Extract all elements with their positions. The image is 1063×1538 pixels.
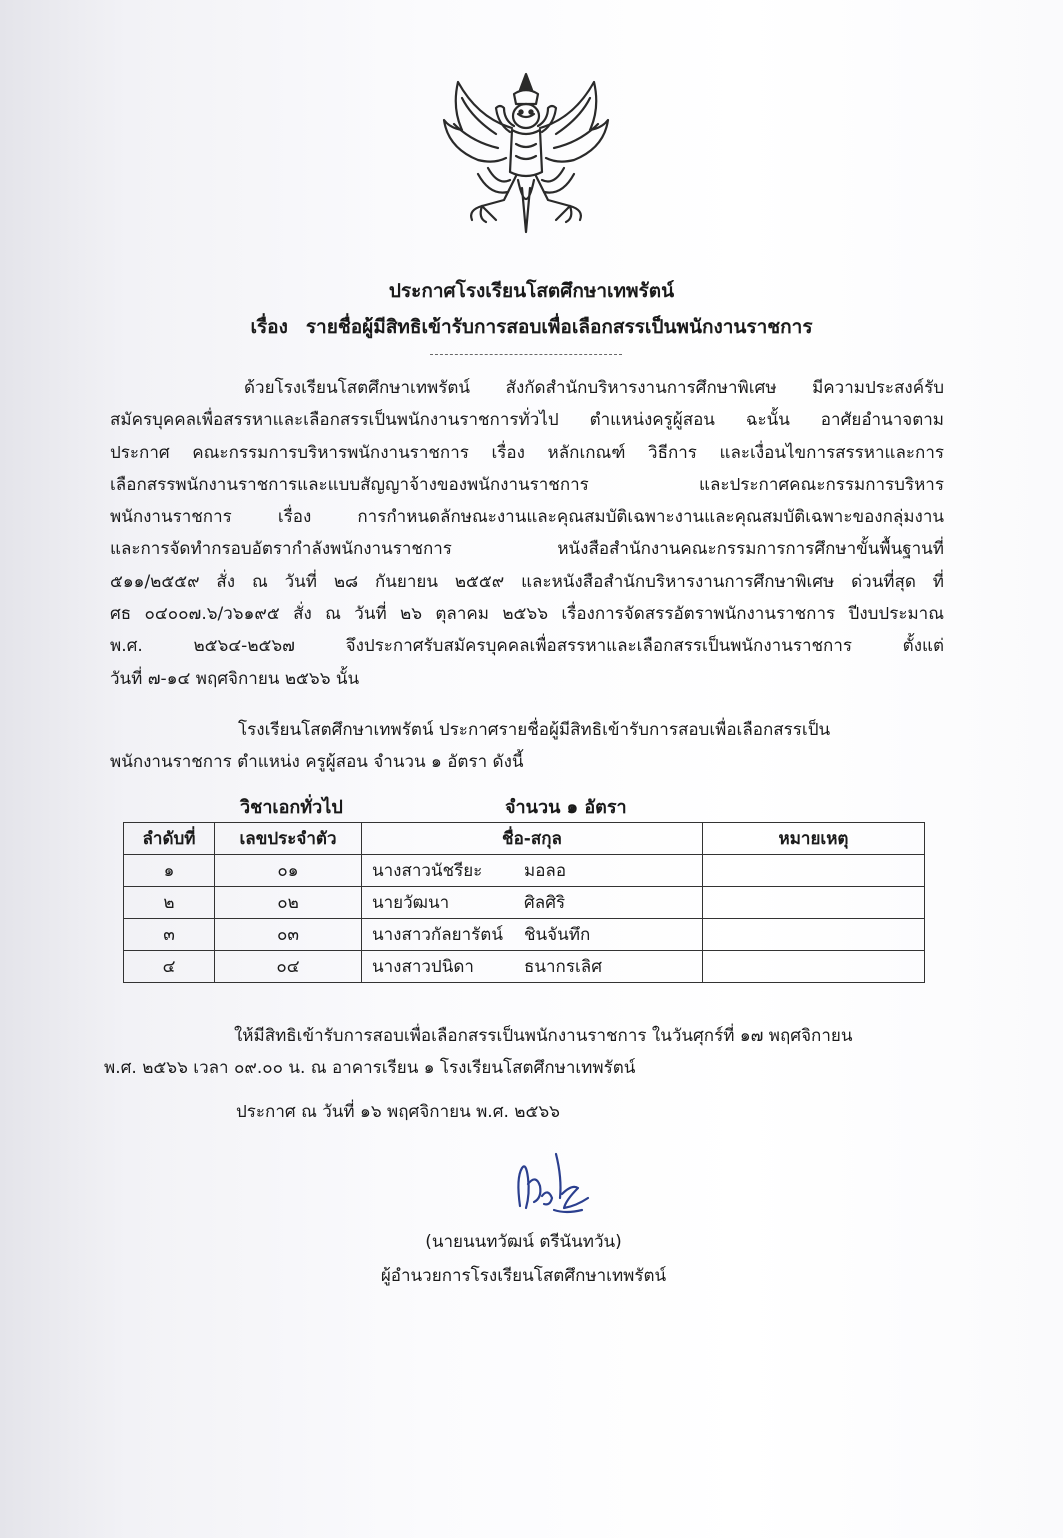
table-row xyxy=(124,919,925,951)
last-name: ธนากรเลิศ xyxy=(524,957,602,977)
announcement-date: ประกาศ ณ วันที่ ๑๖ พฤศจิกายน พ.ศ. ๒๕๖๖ xyxy=(236,1102,560,1122)
first-name: นางสาวกัลยารัตน์ xyxy=(372,925,503,945)
announcement-title: ประกาศโรงเรียนโสตศึกษาเทพรัตน์ xyxy=(388,280,675,302)
paragraph-line: โรงเรียนโสตศึกษาเทพรัตน์ ประกาศรายชื่อผู้มีสิทธิเข้ารับการสอบเพื่อเลือกสรรเป็น xyxy=(238,720,831,740)
header-order: ลำดับที่ xyxy=(124,823,215,855)
cell-id: ๐๑ xyxy=(215,855,362,887)
paragraph-line: เลือกสรรพนักงานราชการและแบบสัญญาจ้างของพนักงานราชการ และประกาศคณะกรรมการบริหาร xyxy=(110,474,944,495)
paragraph-line: พ.ศ. ๒๕๖๖ เวลา ๐๙.๐๐ น. ณ อาคารเรียน ๑ โรงเรียนโสตศึกษาเทพรัตน์ xyxy=(104,1058,636,1079)
paragraph-line: วันที่ ๗-๑๔ พฤศจิกายน ๒๕๖๖ นั้น xyxy=(110,668,360,689)
last-name: ชินจันทึก xyxy=(524,925,591,945)
subject-text: รายชื่อผู้มีสิทธิเข้ารับการสอบเพื่อเลือกสรรเป็นพนักงานราชการ xyxy=(305,316,813,338)
first-name: นายวัฒนา xyxy=(372,893,450,913)
cell-order: ๔ xyxy=(124,951,215,983)
paragraph-line: พนักงานราชการ เรื่อง การกำหนดลักษณะงานและคุณสมบัติเฉพาะงานและคุณสมบัติเฉพาะของกลุ่มงาน xyxy=(110,507,944,528)
cell-id: ๐๔ xyxy=(215,951,362,983)
cell-order: ๒ xyxy=(124,887,215,919)
signer-position-text: ผู้อำนวยการโรงเรียนโสตศึกษาเทพรัตน์ xyxy=(380,1266,667,1286)
header-id: เลขประจำตัว xyxy=(215,823,362,855)
first-name: นางสาวปนิดา xyxy=(372,957,474,977)
paragraph-line: และการจัดทำกรอบอัตรากำลังพนักงานราชการ หนังสือสำนักงานคณะกรรมการการศึกษาขั้นพื้นฐานที่ xyxy=(110,539,944,560)
signer-position xyxy=(0,1262,1063,1289)
header-name: ชื่อ-สกุล xyxy=(362,823,703,855)
paragraph-line: สมัครบุคคลเพื่อสรรหาและเลือกสรรเป็นพนักงานราชการทั่วไป ตำแหน่งครูผู้สอน ฉะนั้น อาศัยอำนาจตาม xyxy=(110,410,944,431)
announcement-subject xyxy=(0,312,1063,342)
table-caption-count: จำนวน ๑ อัตรา xyxy=(505,797,627,818)
table-caption-subject: วิชาเอกทั่วไป xyxy=(240,797,343,818)
cell-id: ๐๓ xyxy=(215,919,362,951)
cell-id: ๐๒ xyxy=(215,887,362,919)
candidate-table xyxy=(123,822,925,983)
last-name: ศิลศิริ xyxy=(524,893,566,913)
table-header-row xyxy=(124,823,925,855)
paragraph-line: ๕๑๑/๒๕๕๙ สั่ง ณ วันที่ ๒๘ กันยายน ๒๕๕๙ และหนังสือสำนักบริหารงานการศึกษาพิเศษ ด่วนที่สุด ที่ xyxy=(110,571,944,592)
cell-order: ๓ xyxy=(124,919,215,951)
paragraph-intro xyxy=(110,372,944,695)
last-name: มอลอ xyxy=(524,861,567,881)
paragraph-line: พ.ศ. ๒๕๖๔-๒๕๖๗ จึงประกาศรับสมัครบุคคลเพื่อสรรหาและเลือกสรรเป็นพนักงานราชการ ตั้งแต่ xyxy=(110,636,944,657)
cell-name xyxy=(362,951,703,983)
paragraph-line: ด้วยโรงเรียนโสตศึกษาเทพรัตน์ สังกัดสำนักบริหารงานการศึกษาพิเศษ มีความประสงค์รับ xyxy=(244,378,944,398)
paragraph-list-intro xyxy=(110,714,944,779)
paragraph-line: ศธ ๐๔๐๐๗.๖/ว๖๑๙๕ สั่ง ณ วันที่ ๒๖ ตุลาคม ๒๕๖๖ เรื่องการจัดสรรอัตราพนักงานราชการ ปีงบประมาณ xyxy=(110,604,944,625)
signer-name-text: (นายนนทวัฒน์ ตรีนันทวัน) xyxy=(425,1232,622,1252)
signer-name xyxy=(0,1228,1063,1255)
title-separator xyxy=(430,354,622,355)
cell-note xyxy=(703,919,925,951)
header-note: หมายเหตุ xyxy=(703,823,925,855)
garuda-emblem-icon xyxy=(438,68,614,240)
paragraph-line: ประกาศ คณะกรรมการบริหารพนักงานราชการ เรื่อง หลักเกณฑ์ วิธีการ และเงื่อนไขการสรรหาและการ xyxy=(110,442,944,463)
cell-note xyxy=(703,887,925,919)
table-row xyxy=(124,855,925,887)
signature-icon xyxy=(506,1148,596,1222)
paragraph-line: ให้มีสิทธิเข้ารับการสอบเพื่อเลือกสรรเป็นพนักงานราชการ ในวันศุกร์ที่ ๑๗ พฤศจิกายน xyxy=(234,1026,853,1046)
table-row xyxy=(124,887,925,919)
cell-note xyxy=(703,855,925,887)
cell-name xyxy=(362,855,703,887)
first-name: นางสาวนัชรียะ xyxy=(372,861,483,881)
cell-order: ๑ xyxy=(124,855,215,887)
subject-label: เรื่อง xyxy=(250,316,288,338)
table-row xyxy=(124,951,925,983)
cell-name xyxy=(362,919,703,951)
paragraph-exam-schedule xyxy=(104,1020,944,1085)
cell-name xyxy=(362,887,703,919)
paragraph-line: พนักงานราชการ ตำแหน่ง ครูผู้สอน จำนวน ๑ อัตรา ดังนี้ xyxy=(110,752,524,773)
cell-note xyxy=(703,951,925,983)
